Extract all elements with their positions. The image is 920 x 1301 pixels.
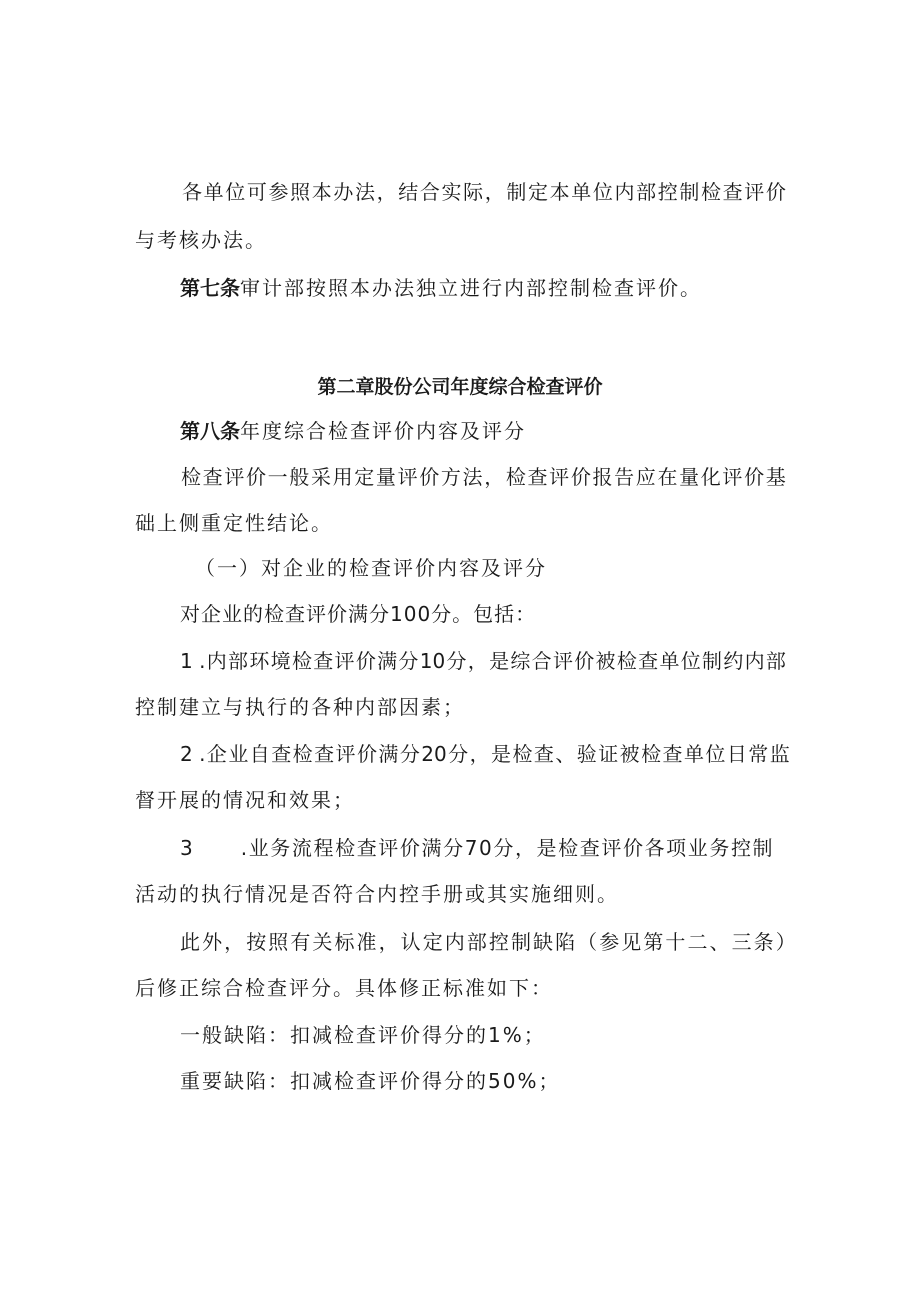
text-glyph: 外: [202, 930, 223, 954]
text-glyph: 十: [665, 930, 686, 954]
text-glyph: 缺: [533, 930, 553, 954]
text-glyph: ，: [467, 649, 488, 673]
text-glyph: 价: [355, 649, 376, 673]
text-glyph: 价: [356, 742, 377, 766]
text-glyph: 参: [599, 930, 620, 954]
text-glyph: 分: [398, 649, 419, 673]
text-glyph: 量: [375, 465, 396, 489]
text-glyph: 单: [659, 649, 680, 673]
article-8: [180, 417, 526, 445]
text-glyph: 价: [574, 649, 595, 673]
text-glyph: 环: [249, 649, 270, 673]
text-glyph: 应: [635, 465, 656, 489]
text-glyph: 定: [528, 180, 548, 204]
text-glyph: 监: [769, 742, 790, 766]
list-item-number: 3: [180, 836, 195, 860]
text-glyph: 内: [744, 649, 765, 673]
text-glyph: 单: [683, 742, 704, 766]
text-glyph: 二: [687, 930, 708, 954]
text-glyph: 合: [419, 180, 440, 204]
text-glyph: 制: [506, 180, 527, 204]
text-glyph: 10: [419, 649, 446, 673]
text-glyph: 查: [638, 649, 659, 673]
text-glyph: 部: [765, 649, 786, 673]
text-glyph: 此: [180, 930, 200, 954]
text-glyph: 量: [679, 465, 700, 489]
text-glyph: 方: [440, 465, 461, 489]
text-glyph: 化: [700, 465, 721, 489]
text-glyph: 是: [491, 742, 512, 766]
text-glyph: 用: [332, 465, 353, 489]
text-glyph: 本: [311, 180, 332, 204]
list-item-line: 督开展的情况和效果；: [135, 788, 355, 812]
text-glyph: 基: [765, 465, 786, 489]
text-glyph: 查: [202, 465, 223, 489]
paragraph-line: [182, 178, 786, 206]
text-glyph: 采: [310, 465, 331, 489]
text-glyph: 参: [268, 180, 289, 204]
text-glyph: 照: [268, 930, 289, 954]
text-glyph: 查: [314, 742, 335, 766]
text-glyph: 办: [333, 180, 354, 204]
text-glyph: 查: [527, 465, 548, 489]
text-glyph: 分: [399, 742, 420, 766]
defect-major: 重要缺陷：扣减检查评价得分的50%；: [180, 1069, 561, 1093]
text-glyph: 检: [505, 465, 526, 489]
text-glyph: 价: [765, 180, 786, 204]
text-glyph: 满: [378, 742, 399, 766]
text-glyph: 评: [334, 649, 355, 673]
article-label: 第七条: [180, 276, 240, 300]
text-glyph: 评: [552, 649, 573, 673]
text-glyph: 定: [422, 930, 443, 954]
text-glyph: 查: [271, 742, 292, 766]
text-glyph: 告: [614, 465, 635, 489]
text-glyph: 检: [641, 742, 662, 766]
text-glyph: 报: [592, 465, 613, 489]
text-glyph: 常: [748, 742, 769, 766]
text-glyph: 被: [595, 649, 616, 673]
text-glyph: 一: [267, 465, 288, 489]
text-glyph: 评: [549, 465, 570, 489]
text-glyph: 查: [313, 649, 334, 673]
text-glyph: 在: [657, 465, 678, 489]
text-glyph: 价: [245, 465, 266, 489]
paragraph-line: [181, 463, 786, 491]
text-glyph: 位: [225, 180, 246, 204]
text-glyph: （: [577, 930, 598, 954]
text-glyph: 满: [377, 649, 398, 673]
text-glyph: 制: [510, 930, 531, 954]
text-glyph: 实: [441, 180, 462, 204]
text-glyph: 单: [203, 180, 224, 204]
text-glyph: 价: [570, 465, 591, 489]
text-glyph: 约: [723, 649, 744, 673]
text-glyph: 评: [335, 742, 356, 766]
text-glyph: 制: [679, 180, 700, 204]
text-glyph: 分: [446, 649, 467, 673]
text-glyph: 、: [709, 930, 730, 954]
text-glyph: 是: [489, 649, 510, 673]
text-glyph: 结: [398, 180, 419, 204]
text-glyph: 际: [463, 180, 484, 204]
text-glyph: 定: [354, 465, 375, 489]
list-item-line: [180, 740, 790, 768]
section-title: （一）对企业的检查评价内容及评分: [195, 556, 547, 580]
chapter-heading: 第二章股份公司年度综合检查评价: [317, 376, 603, 398]
text-glyph: 业: [228, 742, 249, 766]
article-7: [180, 274, 702, 302]
text-glyph: 控: [488, 930, 509, 954]
text-glyph: 条: [753, 930, 774, 954]
text-glyph: 三: [731, 930, 752, 954]
text-glyph: 查: [722, 180, 743, 204]
text-glyph: 控: [657, 180, 678, 204]
text-glyph: ，: [469, 742, 490, 766]
text-glyph: 法: [462, 465, 483, 489]
text-glyph: 、: [555, 742, 576, 766]
paragraph-line: 对企业的检查评价满分100分。包括：: [180, 602, 537, 626]
text-glyph: ）: [775, 930, 796, 954]
text-glyph: 综: [510, 649, 531, 673]
text-glyph: 制: [702, 649, 723, 673]
text-glyph: 部: [466, 930, 487, 954]
list-item-line: [180, 647, 786, 675]
text-glyph: 1 .: [180, 649, 206, 673]
text-glyph: ，: [378, 930, 399, 954]
list-item-text: .业务流程检查评价满分70分，是检查评价各项业务控制: [240, 836, 775, 860]
text-glyph: 各: [182, 180, 202, 204]
text-glyph: 价: [419, 465, 440, 489]
text-glyph: 检: [292, 742, 313, 766]
text-glyph: 见: [621, 930, 642, 954]
text-glyph: 查: [662, 742, 683, 766]
text-glyph: 可: [246, 180, 267, 204]
text-glyph: 单: [571, 180, 592, 204]
list-item-line: [180, 834, 774, 862]
paragraph-line: 与考核办法。: [135, 228, 267, 252]
text-glyph: 检: [701, 180, 721, 204]
article-text: 审计部按照本办法独立进行内部控制检查评价。: [240, 276, 702, 300]
list-item-line: 活动的执行情况是否符合内控手册或其实施细则。: [135, 882, 619, 906]
text-glyph: 认: [400, 930, 421, 954]
text-glyph: 检: [512, 742, 533, 766]
text-glyph: 检: [616, 649, 637, 673]
text-glyph: 关: [312, 930, 333, 954]
list-item-line: 控制建立与执行的各种内部因素；: [135, 695, 465, 719]
text-glyph: 境: [270, 649, 291, 673]
text-glyph: 评: [722, 465, 743, 489]
text-glyph: 部: [636, 180, 657, 204]
text-glyph: 企: [206, 742, 227, 766]
defect-general: 一般缺陷：扣减检查评价得分的1%；: [180, 1023, 546, 1047]
text-glyph: ，: [484, 465, 505, 489]
text-glyph: 标: [334, 930, 355, 954]
text-glyph: 有: [290, 930, 311, 954]
text-glyph: 查: [533, 742, 554, 766]
text-glyph: 检: [291, 649, 312, 673]
text-glyph: 验: [576, 742, 597, 766]
text-glyph: 评: [397, 465, 418, 489]
text-glyph: 价: [744, 465, 765, 489]
text-glyph: 本: [549, 180, 570, 204]
text-glyph: 日: [726, 742, 747, 766]
text-glyph: 准: [356, 930, 377, 954]
text-glyph: ，: [376, 180, 397, 204]
text-glyph: 20: [421, 742, 447, 766]
article-label: 第八条: [180, 419, 240, 443]
text-glyph: 自: [249, 742, 270, 766]
text-glyph: 评: [224, 465, 245, 489]
text-glyph: 分: [448, 742, 469, 766]
text-glyph: ，: [224, 930, 245, 954]
text-glyph: 检: [181, 465, 201, 489]
text-glyph: 照: [290, 180, 311, 204]
text-glyph: 证: [598, 742, 619, 766]
text-glyph: 被: [619, 742, 640, 766]
text-glyph: 部: [228, 649, 249, 673]
text-glyph: 内: [206, 649, 227, 673]
paragraph-line: 础上侧重定性结论。: [135, 511, 333, 535]
text-glyph: 2 .: [180, 742, 206, 766]
text-glyph: ，: [484, 180, 505, 204]
text-glyph: 评: [744, 180, 765, 204]
text-glyph: 按: [246, 930, 267, 954]
paragraph-line: [180, 928, 796, 956]
text-glyph: 位: [680, 649, 701, 673]
text-glyph: 第: [643, 930, 664, 954]
text-glyph: 法: [355, 180, 375, 204]
text-glyph: 位: [592, 180, 613, 204]
text-glyph: 内: [614, 180, 635, 204]
article-text: 年度综合检查评价内容及评分: [240, 419, 526, 443]
text-glyph: 位: [705, 742, 726, 766]
text-glyph: 陷: [555, 930, 576, 954]
text-glyph: 般: [289, 465, 310, 489]
paragraph-line: 后修正综合检查评分。具体修正标准如下：: [135, 976, 553, 1000]
text-glyph: 合: [531, 649, 552, 673]
text-glyph: 内: [444, 930, 465, 954]
